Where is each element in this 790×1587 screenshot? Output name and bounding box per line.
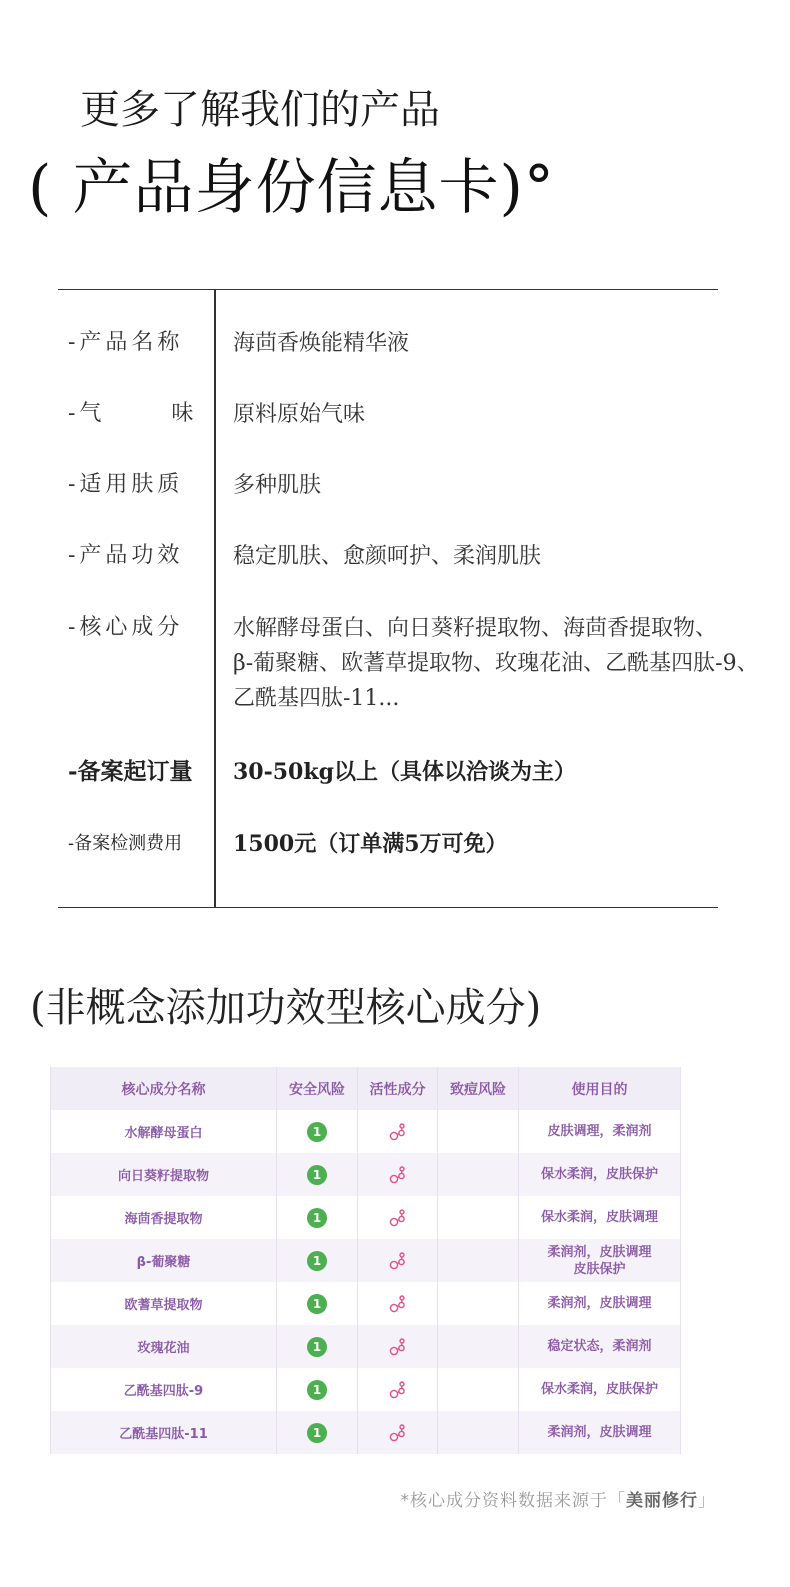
info-value: 海茴香焕能精华液: [233, 331, 410, 356]
purpose-line: 保水柔润，皮肤调理: [540, 1210, 658, 1225]
molecule-icon: [387, 1293, 409, 1315]
column-header: 安全风险: [277, 1067, 358, 1110]
active-cell: [358, 1153, 438, 1196]
info-value-line: 水解酵母蛋白、向日葵籽提取物、海茴香提取物、: [233, 616, 718, 641]
purpose-cell: [519, 1153, 681, 1196]
molecule-icon: [387, 1121, 409, 1143]
acne-risk-cell: [438, 1282, 519, 1325]
active-cell: [358, 1196, 438, 1239]
table-header-row: [51, 1067, 681, 1110]
purpose-cell: [519, 1411, 681, 1454]
info-value: 多种肌肤: [233, 473, 322, 498]
ingredient-name: 乙酰基四肽-9: [51, 1368, 277, 1411]
safety-badge: 1: [307, 1423, 327, 1443]
acne-risk-cell: [438, 1239, 519, 1282]
ingredient-name: 欧蓍草提取物: [51, 1282, 277, 1325]
column-header: 致痘风险: [438, 1067, 519, 1110]
info-value-line: β-葡聚糖、欧蓍草提取物、玫瑰花油、乙酰基四肽-9、: [233, 651, 759, 676]
note-suffix: 」: [698, 1491, 716, 1511]
ingredient-name: β-葡聚糖: [51, 1239, 277, 1282]
acne-risk-cell: [438, 1153, 519, 1196]
column-header: 使用目的: [519, 1067, 681, 1110]
ingredient-name: 向日葵籽提取物: [51, 1153, 277, 1196]
table-row: [51, 1239, 681, 1282]
purpose-line: 保水柔润，皮肤保护: [540, 1382, 658, 1397]
safety-cell: [277, 1239, 358, 1282]
ingredients-table: [50, 1067, 681, 1454]
safety-cell: [277, 1282, 358, 1325]
acne-risk-cell: [438, 1411, 519, 1454]
purpose-cell: [519, 1196, 681, 1239]
info-label: -气 味: [68, 401, 198, 426]
page-title: ( 产品身份信息卡)°: [28, 153, 555, 223]
info-label: -产品名称: [68, 330, 184, 355]
column-header: 活性成分: [358, 1067, 438, 1110]
safety-cell: [277, 1196, 358, 1239]
info-label: -产品功效: [68, 543, 184, 568]
info-value: 稳定肌肤、愈颜呵护、柔润肌肤: [233, 544, 542, 569]
info-label: -备案检测费用: [68, 833, 183, 854]
table-row: [51, 1325, 681, 1368]
section-title: (非概念添加功效型核心成分): [30, 985, 542, 1031]
acne-risk-cell: [438, 1325, 519, 1368]
purpose-line: 柔润剂，皮肤调理: [547, 1244, 652, 1260]
purpose-cell: [519, 1368, 681, 1411]
column-header: 核心成分名称: [51, 1067, 277, 1110]
active-cell: [358, 1368, 438, 1411]
active-cell: [358, 1411, 438, 1454]
acne-risk-cell: [438, 1110, 519, 1153]
table-row: [51, 1110, 681, 1153]
purpose-line: 皮肤调理，柔润剂: [547, 1124, 652, 1139]
purpose-cell: [519, 1282, 681, 1325]
note-prefix: *核心成分资料数据来源于「: [400, 1491, 626, 1511]
acne-risk-cell: [438, 1368, 519, 1411]
safety-cell: [277, 1110, 358, 1153]
ingredient-name: 玫瑰花油: [51, 1325, 277, 1368]
data-source-note: [401, 1488, 717, 1514]
info-value: 原料原始气味: [233, 402, 366, 427]
active-cell: [358, 1239, 438, 1282]
purpose-cell: [519, 1239, 681, 1282]
info-value: 1500元（订单满5万可免）: [233, 831, 508, 857]
purpose-line: 稳定状态，柔润剂: [547, 1339, 652, 1354]
table-row: [51, 1411, 681, 1454]
info-label: -备案起订量: [68, 758, 193, 785]
safety-cell: [277, 1411, 358, 1454]
molecule-icon: [387, 1379, 409, 1401]
safety-badge: 1: [307, 1165, 327, 1185]
safety-badge: 1: [307, 1337, 327, 1357]
safety-badge: 1: [307, 1251, 327, 1271]
active-cell: [358, 1110, 438, 1153]
table-row: [51, 1368, 681, 1411]
purpose-cell: [519, 1325, 681, 1368]
molecule-icon: [387, 1250, 409, 1272]
safety-badge: 1: [307, 1294, 327, 1314]
product-info-card: [58, 289, 759, 908]
page-subtitle: 更多了解我们的产品: [80, 87, 440, 133]
molecule-icon: [387, 1207, 409, 1229]
safety-badge: 1: [307, 1208, 327, 1228]
molecule-icon: [387, 1422, 409, 1444]
safety-badge: 1: [307, 1122, 327, 1142]
purpose-line: 皮肤保护: [573, 1261, 626, 1277]
purpose-line: 保水柔润，皮肤保护: [540, 1167, 658, 1182]
active-cell: [358, 1282, 438, 1325]
table-row: [51, 1196, 681, 1239]
safety-badge: 1: [307, 1380, 327, 1400]
info-value-line: 乙酰基四肽-11...: [233, 686, 400, 711]
safety-cell: [277, 1153, 358, 1196]
table-row: [51, 1282, 681, 1325]
info-value: 30-50kg以上（具体以洽谈为主）: [233, 759, 576, 785]
purpose-cell: [519, 1110, 681, 1153]
molecule-icon: [387, 1164, 409, 1186]
info-label: -适用肤质: [68, 472, 184, 497]
safety-cell: [277, 1325, 358, 1368]
molecule-icon: [387, 1336, 409, 1358]
table-row: [51, 1153, 681, 1196]
card-divider: [214, 290, 216, 907]
active-cell: [358, 1325, 438, 1368]
purpose-line: 柔润剂，皮肤调理: [547, 1425, 652, 1440]
ingredient-name: 海茴香提取物: [51, 1196, 277, 1239]
ingredient-name: 水解酵母蛋白: [51, 1110, 277, 1153]
info-label: -核心成分: [68, 615, 184, 640]
purpose-line: 柔润剂，皮肤调理: [547, 1296, 652, 1311]
acne-risk-cell: [438, 1196, 519, 1239]
ingredient-name: 乙酰基四肽-11: [51, 1411, 277, 1454]
safety-cell: [277, 1368, 358, 1411]
source-brand: 美丽修行: [626, 1491, 698, 1511]
